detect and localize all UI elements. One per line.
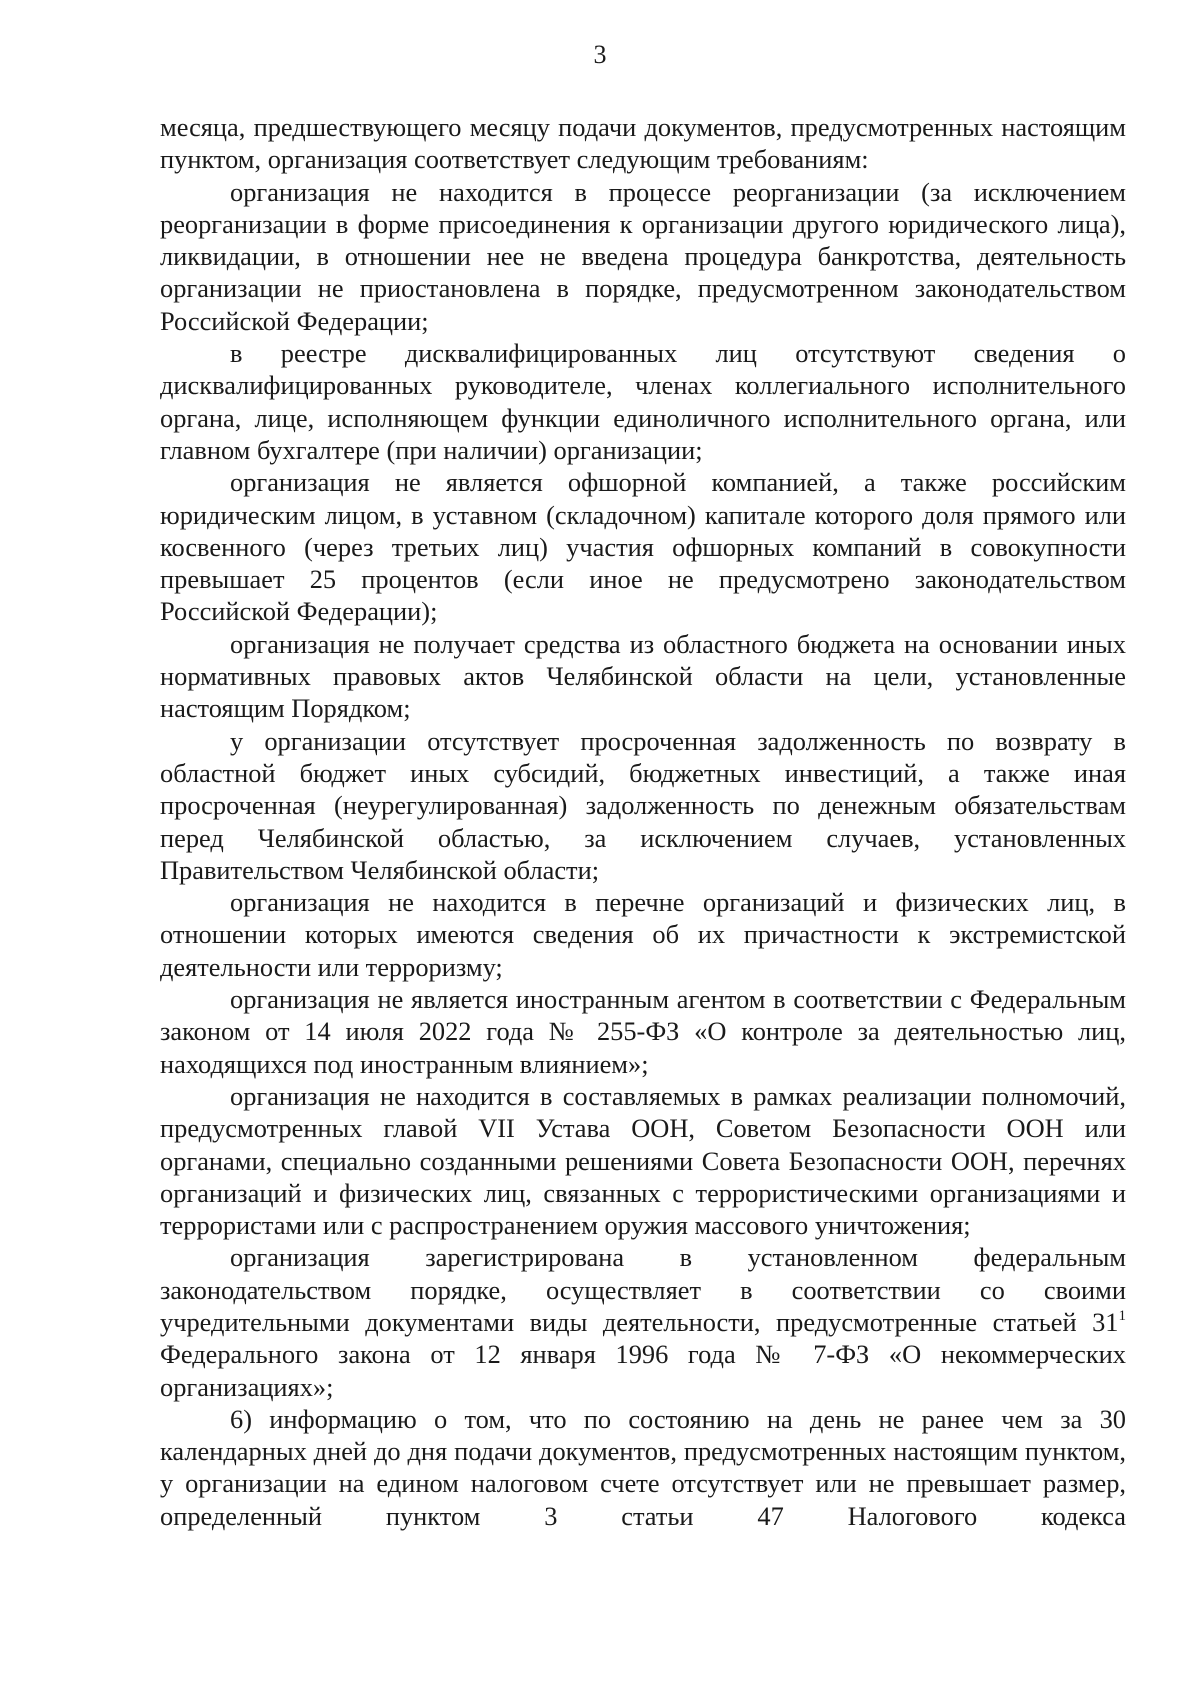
paragraph-registration [160, 1241, 1126, 1402]
registration-text-after: Федерального закона от 12 января 1996 года № 7-ФЗ «О некоммерческих организациях»; [160, 1339, 1126, 1402]
document-body [160, 111, 1126, 1532]
page-number: 3 [593, 40, 607, 69]
paragraph-item-6: 6) информацию о том, что по состоянию на день не ранее чем за 30 календарных дней до дня подачи документов, предусмотренных настоящим пунктом, у организации на едином налоговом счете отсутствует или не превышает размер, определенный пунктом 3 статьи 47 Налогового кодекса [160, 1403, 1126, 1531]
paragraph-foreign-agent: организация не является иностранным агентом в соответствии с Федеральным законом от 14 июля 2022 года № 255-ФЗ «О контроле за деятельностью лиц, находящихся под иностранным влиянием»; [160, 984, 1126, 1079]
paragraph-other-budget-funds: организация не получает средства из областного бюджета на основании иных нормативных правовых актов Челябинской области на цели, установленные настоящим Порядком; [160, 628, 1126, 724]
paragraph-disqualified-registry: в реестре дисквалифицированных лиц отсутствуют сведения о дисквалифицированных руководителе, членах коллегиального исполнительного органа, лице, исполняющем функции единоличного исполнительного органа, или главном бухгалтере (при наличии) организации; [160, 338, 1126, 465]
registration-text-before: организация зарегистрирована в установленном федеральным законодательством порядке, осуществляет в соответствии со своими учредительными документами виды деятельности, предусмотренные статьей 31 [160, 1242, 1126, 1337]
paragraph-overdue-debt: у организации отсутствует просроченная задолженность по возврату в областной бюджет иных субсидий, бюджетных инвестиций, а также иная просроченная (неурегулированная) задолженность по денежным обязательствам перед Челябинской областью, за исключением случаев, установленных Правительством Челябинской области; [160, 725, 1126, 885]
paragraph-extremism-list: организация не находится в перечне организаций и физических лиц, в отношении которых имеются сведения об их причастности к экстремистской деятельности или терроризму; [160, 887, 1126, 982]
paragraph-no-reorganization: организация не находится в процессе реорганизации (за исключением реорганизации в форме присоединения к организации другого юридического лица), ликвидации, в отношении нее не введена процедура банкротства, деятельность организации не приостановлена в порядке, предусмотренном законодательством Российской Федерации; [160, 176, 1126, 336]
paragraph-un-sanctions: организация не находится в составляемых в рамках реализации полномочий, предусмотренных главой VII Устава ООН, Советом Безопасности ООН или органами, специально созданными решениями Совета Безопасности ООН, перечнях организаций и физических лиц, связанных с террористическими организациями и террористами или с распространением оружия массового уничтожения; [160, 1080, 1126, 1241]
article-superscript: 1 [1118, 1307, 1126, 1324]
paragraph-continuation: месяца, предшествующего месяцу подачи документов, предусмотренных настоящим пунктом, организация соответствует следующим требованиям: [160, 112, 1126, 175]
paragraph-offshore-company: организация не является офшорной компанией, а также российским юридическим лицом, в уставном (складочном) капитале которого доля прямого или косвенного (через третьих лиц) участия офшорных компаний в совокупности превышает 25 процентов (если иное не предусмотрено законодательством Российской Федерации); [160, 467, 1126, 627]
